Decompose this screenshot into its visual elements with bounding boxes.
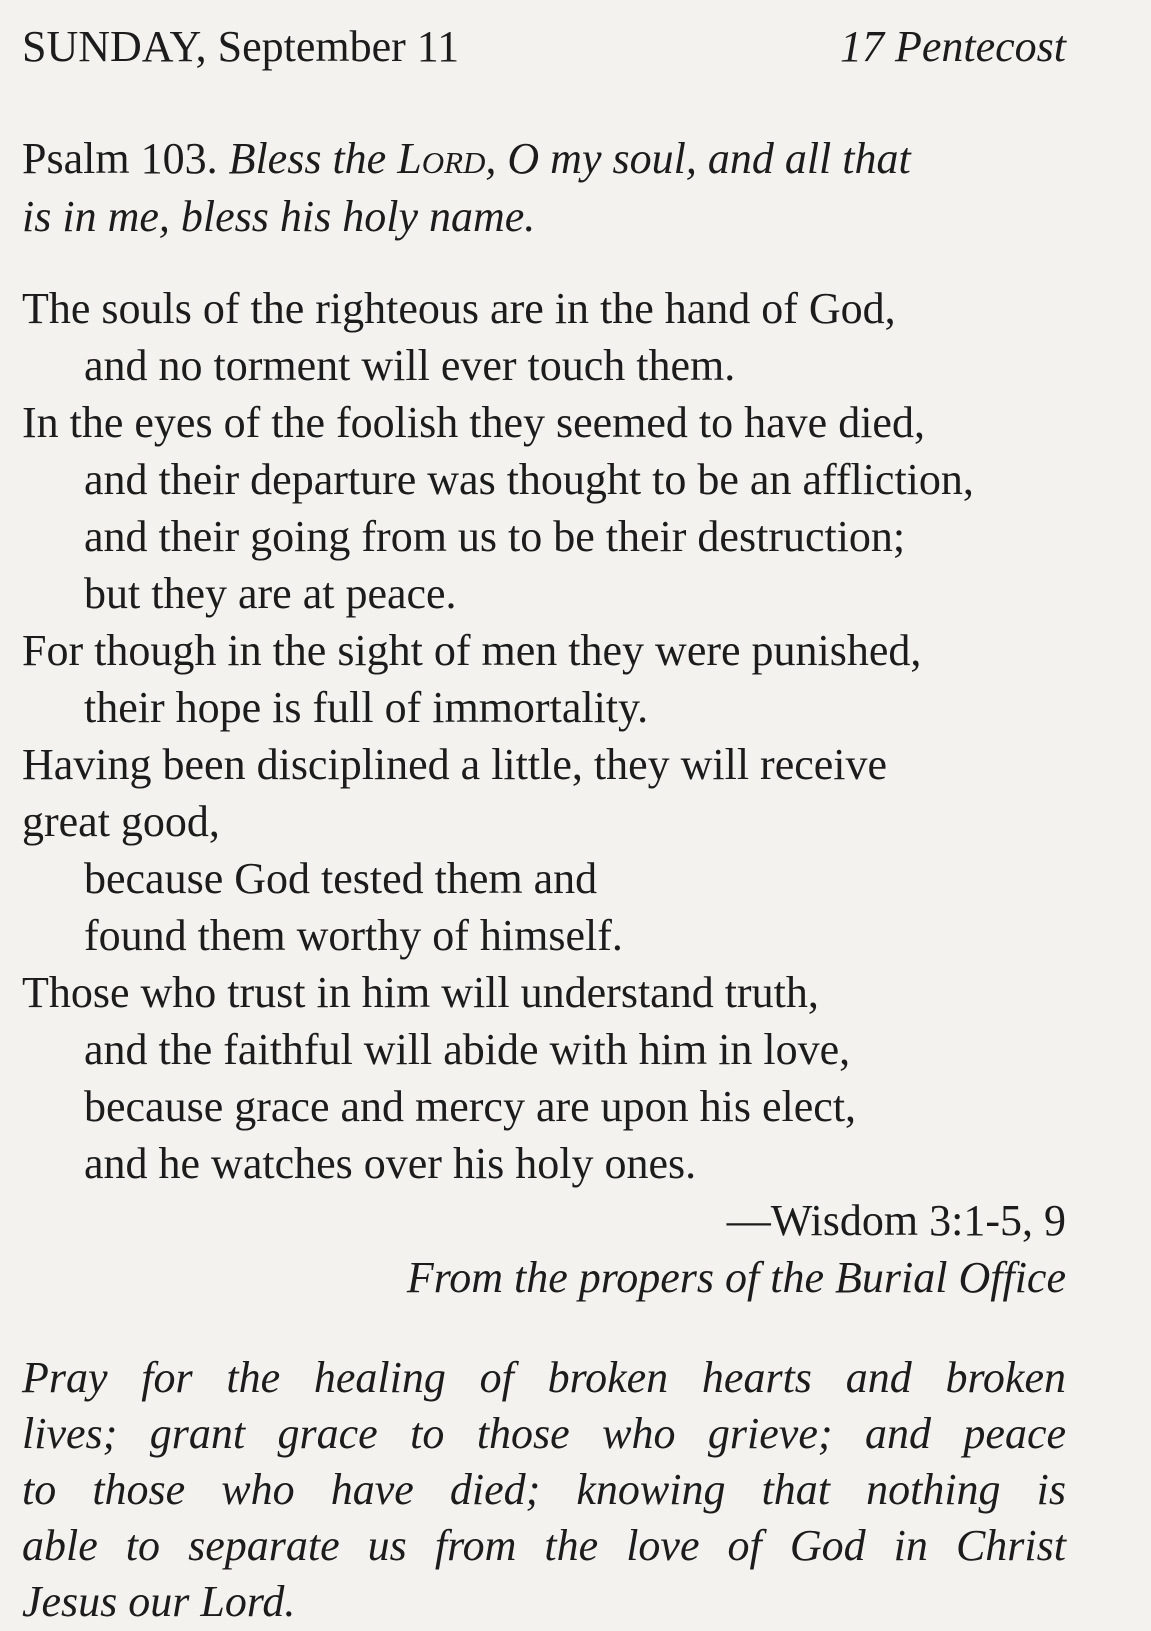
reading-line: because grace and mercy are upon his elect, (84, 1082, 857, 1131)
reading-source: From the propers of the Burial Office (406, 1253, 1066, 1302)
page-header (22, 18, 1066, 76)
reading-line: For though in the sight of men they were punished, (22, 626, 922, 675)
scripture-reading (22, 280, 1066, 1306)
reading-line: Those who trust in him will understand truth, (22, 968, 819, 1017)
devotional-page (22, 18, 1066, 1630)
reading-line: found them worthy of himself. (84, 911, 623, 960)
reading-line: Having been disciplined a little, they will receive (22, 740, 888, 789)
scripture-citation: —Wisdom 3:1-5, 9 (726, 1196, 1066, 1245)
reading-line: great good, (22, 797, 220, 846)
prayer-intention (22, 1350, 1066, 1630)
prayer-line: to those who have died; knowing that nothing is (22, 1465, 1066, 1514)
reading-line: In the eyes of the foolish they seemed to have died, (22, 398, 925, 447)
reading-line: and he watches over his holy ones. (84, 1139, 697, 1188)
prayer-line: able to separate us from the love of God in Christ (22, 1521, 1066, 1570)
reading-line: but they are at peace. (84, 569, 457, 618)
psalm-line-2: is in me, bless his holy name. (22, 192, 536, 241)
psalm-reference: Psalm 103. (22, 134, 218, 183)
prayer-line: lives; grant grace to those who grieve; and peace (22, 1409, 1066, 1458)
reading-line: and their departure was thought to be an affliction, (84, 455, 974, 504)
psalm-verse (22, 130, 1066, 246)
prayer-line: Jesus our Lord. (22, 1577, 296, 1626)
reading-line: and no torment will ever touch them. (84, 341, 736, 390)
reading-line: because God tested them and (84, 854, 598, 903)
prayer-line: Pray for the healing of broken hearts and broken (22, 1353, 1066, 1402)
liturgical-season: 17 Pentecost (839, 22, 1066, 71)
reading-line: their hope is full of immortality. (84, 683, 649, 732)
reading-line: and their going from us to be their destruction; (84, 512, 906, 561)
reading-line: and the faithful will abide with him in love, (84, 1025, 851, 1074)
reading-line: The souls of the righteous are in the hand of God, (22, 284, 896, 333)
psalm-text-part1: Bless the (228, 134, 387, 183)
psalm-line-1 (22, 130, 1066, 188)
psalm-lord: Lord (397, 134, 486, 183)
date-heading: SUNDAY, September 11 (22, 22, 460, 71)
psalm-text-part2: , O my soul, and all that (485, 134, 911, 183)
